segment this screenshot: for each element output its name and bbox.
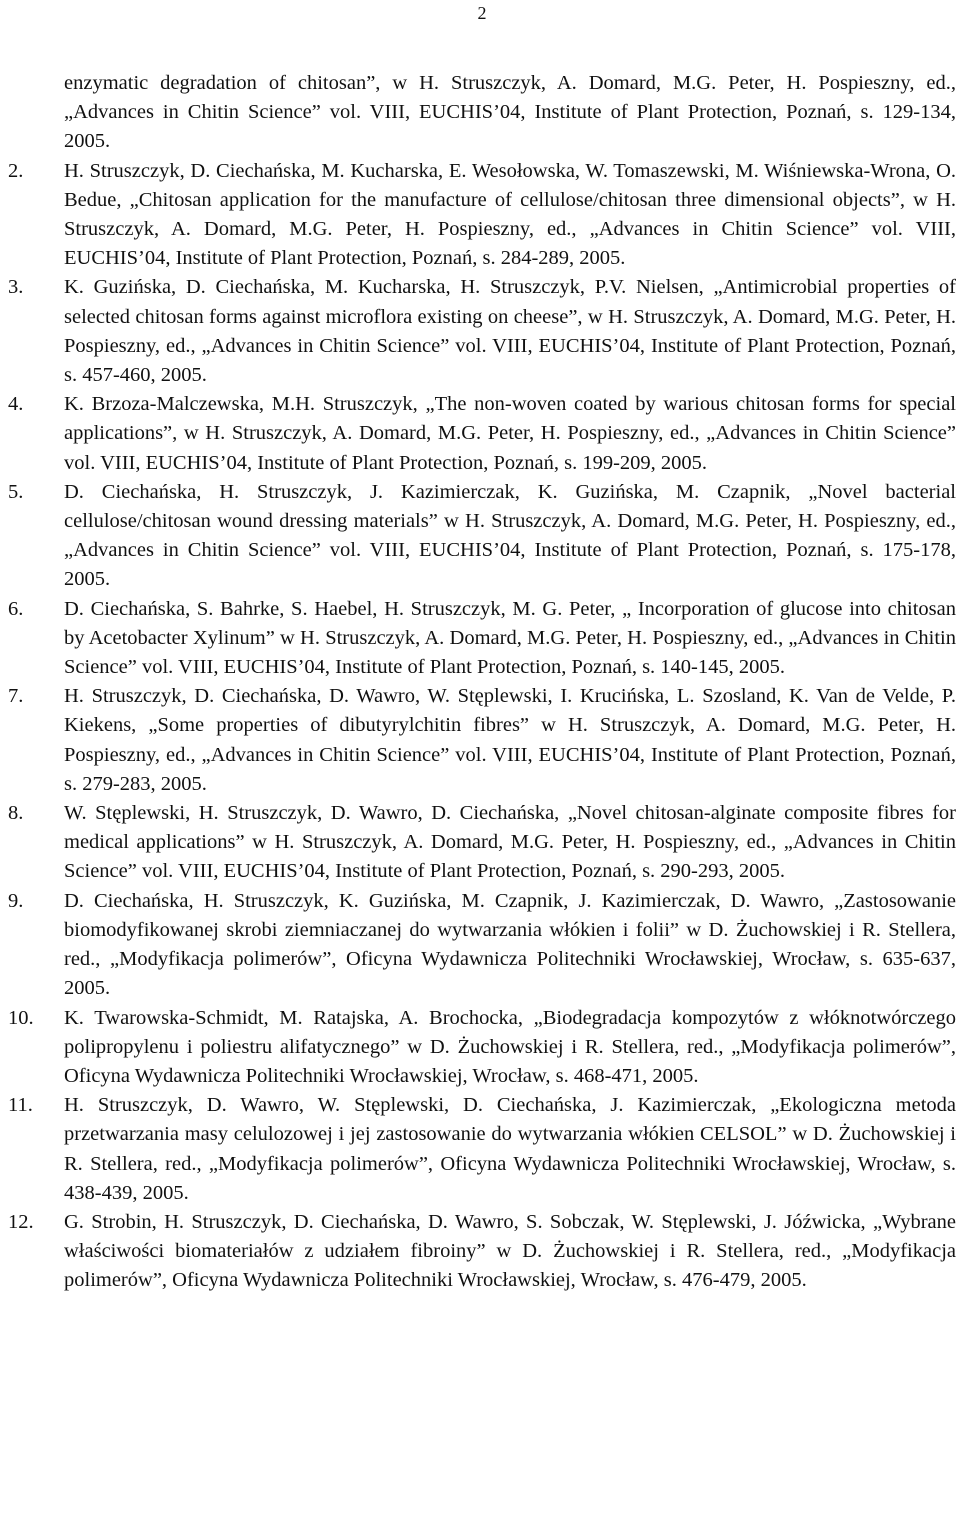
reference-text: H. Struszczyk, D. Wawro, W. Stęplewski, D. Ciechańska, J. Kazimierczak, „Ekologiczna metoda przetwarzania masy celulozowej i jej zastosowanie do wytwarzania włókien CELSOL” w D. Żuchowskiej i R. Stellera, red., „Modyfikacja polimerów”, Oficyna Wydawnicza Politechniki Wrocławskiej, Wrocław, s. 438-439, 2005. (64, 1094, 956, 1204)
reference-item-2 (8, 157, 956, 274)
reference-item-6 (8, 595, 956, 683)
reference-item-7 (8, 682, 956, 799)
reference-text: K. Guzińska, D. Ciechańska, M. Kucharska, H. Struszczyk, P.V. Nielsen, „Antimicrobial properties of selected chitosan forms against microflora existing on cheese”, w H. Struszczyk, A. Domard, M.G. Peter, H. Pospieszny, ed., „Advances in Chitin Science” vol. VIII, EUCHIS’04, Institute of Plant Protection, Poznań, s. 457-460, 2005. (64, 276, 956, 387)
reference-number: 12. (8, 1210, 34, 1233)
reference-number: 10. (8, 1006, 34, 1029)
reference-text: H. Struszczyk, D. Ciechańska, D. Wawro, W. Stęplewski, I. Krucińska, L. Szosland, K. Van de Velde, P. Kiekens, „Some properties of dibutyrylchitin fibres” w H. Struszczyk, A. Domard, M.G. Peter, H. Pospieszny, ed., „Advances in Chitin Science” vol. VIII, EUCHIS’04, Institute of Plant Protection, Poznań, s. 279-283, 2005. (64, 685, 956, 795)
reference-number: 6. (8, 597, 24, 620)
reference-item-3 (8, 273, 956, 390)
reference-number: 9. (8, 889, 24, 912)
reference-number: 5. (8, 480, 24, 503)
reference-item-11 (8, 1091, 956, 1208)
reference-number: 4. (8, 393, 24, 416)
page-number: 2 (477, 3, 487, 23)
reference-number: 11. (8, 1094, 33, 1117)
reference-item-8 (8, 799, 956, 887)
reference-text: D. Ciechańska, S. Bahrke, S. Haebel, H. Struszczyk, M. G. Peter, „ Incorporation of glucose into chitosan by Acetobacter Xylinum” w H. Struszczyk, A. Domard, M.G. Peter, H. Pospieszny, ed., „Advances in Chitin Science” vol. VIII, EUCHIS’04, Institute of Plant Protection, Poznań, s. 140-145, 2005. (64, 597, 956, 679)
reference-number: 8. (8, 802, 24, 825)
reference-text: enzymatic degradation of chitosan”, w H. Struszczyk, A. Domard, M.G. Peter, H. Pospieszny, ed., „Advances in Chitin Science” vol. VIII, EUCHIS’04, Institute of Plant Protection, Poznań, s. 129-134, 2005. (64, 72, 956, 153)
reference-text: G. Strobin, H. Struszczyk, D. Ciechańska, D. Wawro, S. Sobczak, W. Stęplewski, J. Jóźwicka, „Wybrane właściwości biomateriałów z udziałem fibroiny” w D. Żuchowskiej i R. Stellera, red., „Modyfikacja polimerów”, Oficyna Wydawnicza Politechniki Wrocławskiej, Wrocław, s. 476-479, 2005. (64, 1210, 956, 1292)
reference-number: 7. (8, 685, 24, 708)
reference-text: D. Ciechańska, H. Struszczyk, K. Guzińska, M. Czapnik, J. Kazimierczak, D. Wawro, „Zastosowanie biomodyfikowanej skrobi ziemniaczanej do wytwarzania włókien i folii” w D. Żuchowskiej i R. Stellera, red., „Modyfikacja polimerów”, Oficyna Wydawnicza Politechniki Wrocławskiej, Wrocław, s. 635-637, 2005. (64, 889, 956, 1000)
reference-item-1-continued (8, 69, 956, 157)
reference-number: 2. (8, 159, 24, 182)
reference-item-12 (8, 1208, 956, 1296)
reference-text: W. Stęplewski, H. Struszczyk, D. Wawro, D. Ciechańska, „Novel chitosan-alginate composite fibres for medical applications” w H. Struszczyk, A. Domard, M.G. Peter, H. Pospieszny, ed., „Advances in Chitin Science” vol. VIII, EUCHIS’04, Institute of Plant Protection, Poznań, s. 290-293, 2005. (64, 802, 956, 883)
reference-item-10 (8, 1004, 956, 1092)
reference-text: K. Twarowska-Schmidt, M. Ratajska, A. Brochocka, „Biodegradacja kompozytów z włóknotwórczego polipropylenu i poliestru alifatycznego” w D. Żuchowskiej i R. Stellera, red., „Modyfikacja polimerów”, Oficyna Wydawnicza Politechniki Wrocławskiej, Wrocław, s. 468-471, 2005. (64, 1006, 956, 1087)
reference-list (8, 69, 956, 1296)
reference-item-5 (8, 478, 956, 595)
reference-text: H. Struszczyk, D. Ciechańska, M. Kucharska, E. Wesołowska, W. Tomaszewski, M. Wiśniewska-Wrona, O. Bedue, „Chitosan application for the manufacture of cellulose/chitosan three dimensional objects”, w H. Struszczyk, A. Domard, M.G. Peter, H. Pospieszny, ed., „Advances in Chitin Science” vol. VIII, EUCHIS’04, Institute of Plant Protection, Poznań, s. 284-289, 2005. (64, 159, 956, 270)
reference-text: D. Ciechańska, H. Struszczyk, J. Kazimierczak, K. Guzińska, M. Czapnik, „Novel bacterial cellulose/chitosan wound dressing materials” w H. Struszczyk, A. Domard, M.G. Peter, H. Pospieszny, ed., „Advances in Chitin Science” vol. VIII, EUCHIS’04, Institute of Plant Protection, Poznań, s. 175-178, 2005. (64, 480, 956, 591)
reference-item-9 (8, 887, 956, 1004)
reference-text: K. Brzoza-Malczewska, M.H. Struszczyk, „The non-woven coated by warious chitosan forms for special applications”, w H. Struszczyk, A. Domard, M.G. Peter, H. Pospieszny, ed., „Advances in Chitin Science” vol. VIII, EUCHIS’04, Institute of Plant Protection, Poznań, s. 199-209, 2005. (64, 393, 956, 474)
reference-number: 3. (8, 276, 24, 299)
reference-item-4 (8, 390, 956, 478)
